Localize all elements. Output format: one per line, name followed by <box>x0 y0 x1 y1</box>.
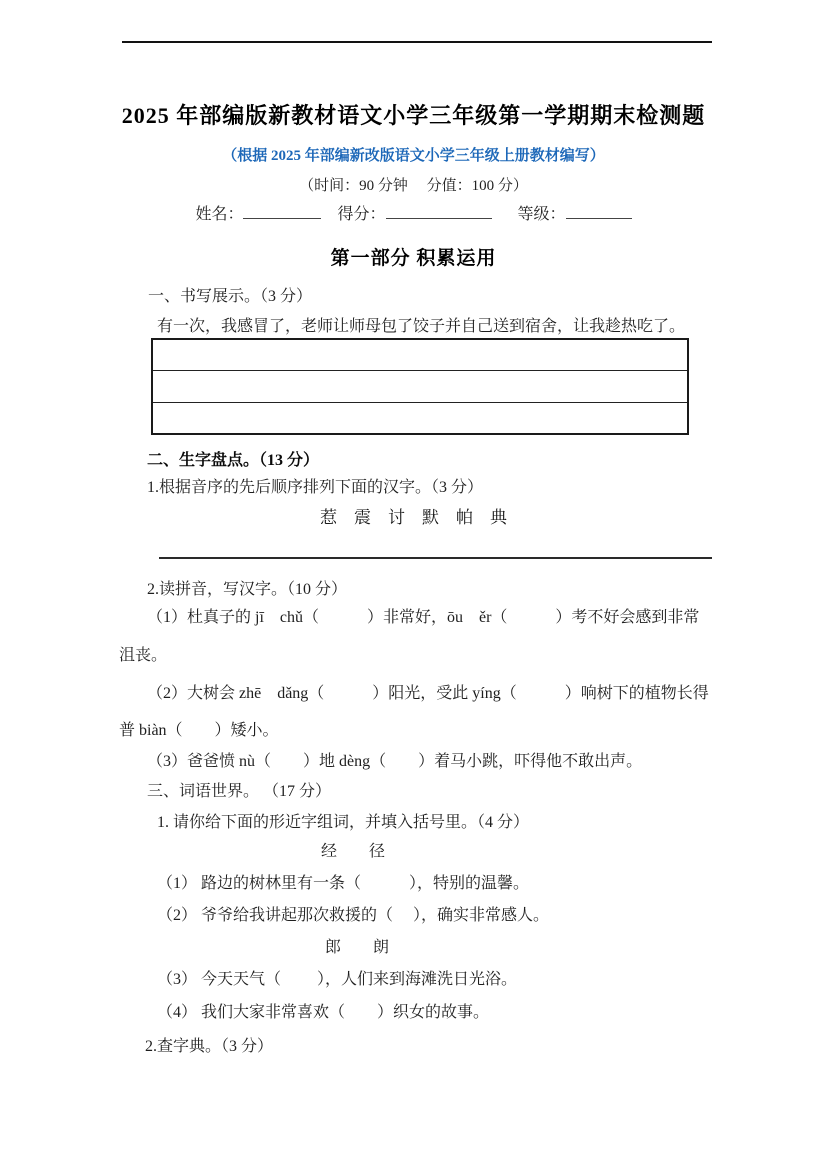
word-item4: （4） 我们大家非常喜欢（ ）织女的故事。 <box>157 1004 490 1021</box>
section1-sentence: 有一次，我感冒了，老师让师母包了饺子并自己送到宿舍，让我趁热吃了。 <box>157 318 686 335</box>
section3-heading: 三、词语世界。 （17 分） <box>147 783 332 800</box>
word-item1: （1） 路边的树林里有一条（ ），特别的温馨。 <box>157 875 530 892</box>
word-item2: （2） 爷爷给我讲起那次救援的（ ），确实非常感人。 <box>157 907 550 924</box>
page-subtitle: （根据 2025 年部编新改版语文小学三年级上册教材编写） <box>222 148 605 164</box>
pinyin-item3: （3）爸爸愤 nù（ ）地 dèng（ ）着马小跳，吓得他不敢出声。 <box>147 753 643 770</box>
writing-row[interactable] <box>153 402 687 433</box>
section3-question2: 2.查字典。（3 分） <box>145 1038 274 1055</box>
grade-label: 等级： <box>517 206 566 223</box>
answer-blank-line[interactable] <box>159 557 712 559</box>
header-divider-line <box>122 41 712 43</box>
section2-question1: 1.根据音序的先后顺序排列下面的汉字。（3 分） <box>147 479 484 496</box>
section2-heading: 二、生字盘点。（13 分） <box>147 452 320 469</box>
pinyin-item1-line1: （1）杜真子的 jī chǔ（ ）非常好，ōu ěr（ ）考不好会感到非常 <box>147 609 700 626</box>
signature-row <box>0 201 827 224</box>
score-blank-line[interactable] <box>386 203 492 219</box>
writing-row[interactable] <box>153 340 687 370</box>
word-item3: （3） 今天天气（ ），人们来到海滩洗日光浴。 <box>157 971 518 988</box>
page-title: 2025 年部编版新教材语文小学三年级第一学期期末检测题 <box>121 103 706 128</box>
name-label: 姓名： <box>195 206 244 223</box>
handwriting-practice-box[interactable] <box>151 338 689 435</box>
pinyin-item2-line2: 普 biàn（ ）矮小。 <box>119 722 279 739</box>
grade-blank-line[interactable] <box>566 203 632 219</box>
word-pair-lang: 郎 朗 <box>324 939 389 956</box>
pinyin-item1-line2: 沮丧。 <box>119 647 168 664</box>
part1-heading: 第一部分 积累运用 <box>330 248 497 269</box>
pinyin-item2-line1: （2）大树会 zhē dǎng（ ）阳光，受此 yíng（ ）响树下的植物长得 <box>147 685 709 702</box>
characters-to-sort: 惹 震 讨 默 帕 典 <box>320 508 507 527</box>
score-label: 得分： <box>337 206 386 223</box>
time-score-line: （时间：90 分钟 分值：100 分） <box>299 178 528 194</box>
word-pair-jing: 经 径 <box>320 843 385 860</box>
section1-heading: 一、书写展示。（3 分） <box>148 288 313 305</box>
writing-row[interactable] <box>153 370 687 401</box>
section2-question2: 2.读拼音，写汉字。（10 分） <box>147 581 348 598</box>
name-blank-line[interactable] <box>243 203 321 219</box>
section3-question1: 1. 请你给下面的形近字组词，并填入括号里。（4 分） <box>157 814 530 831</box>
